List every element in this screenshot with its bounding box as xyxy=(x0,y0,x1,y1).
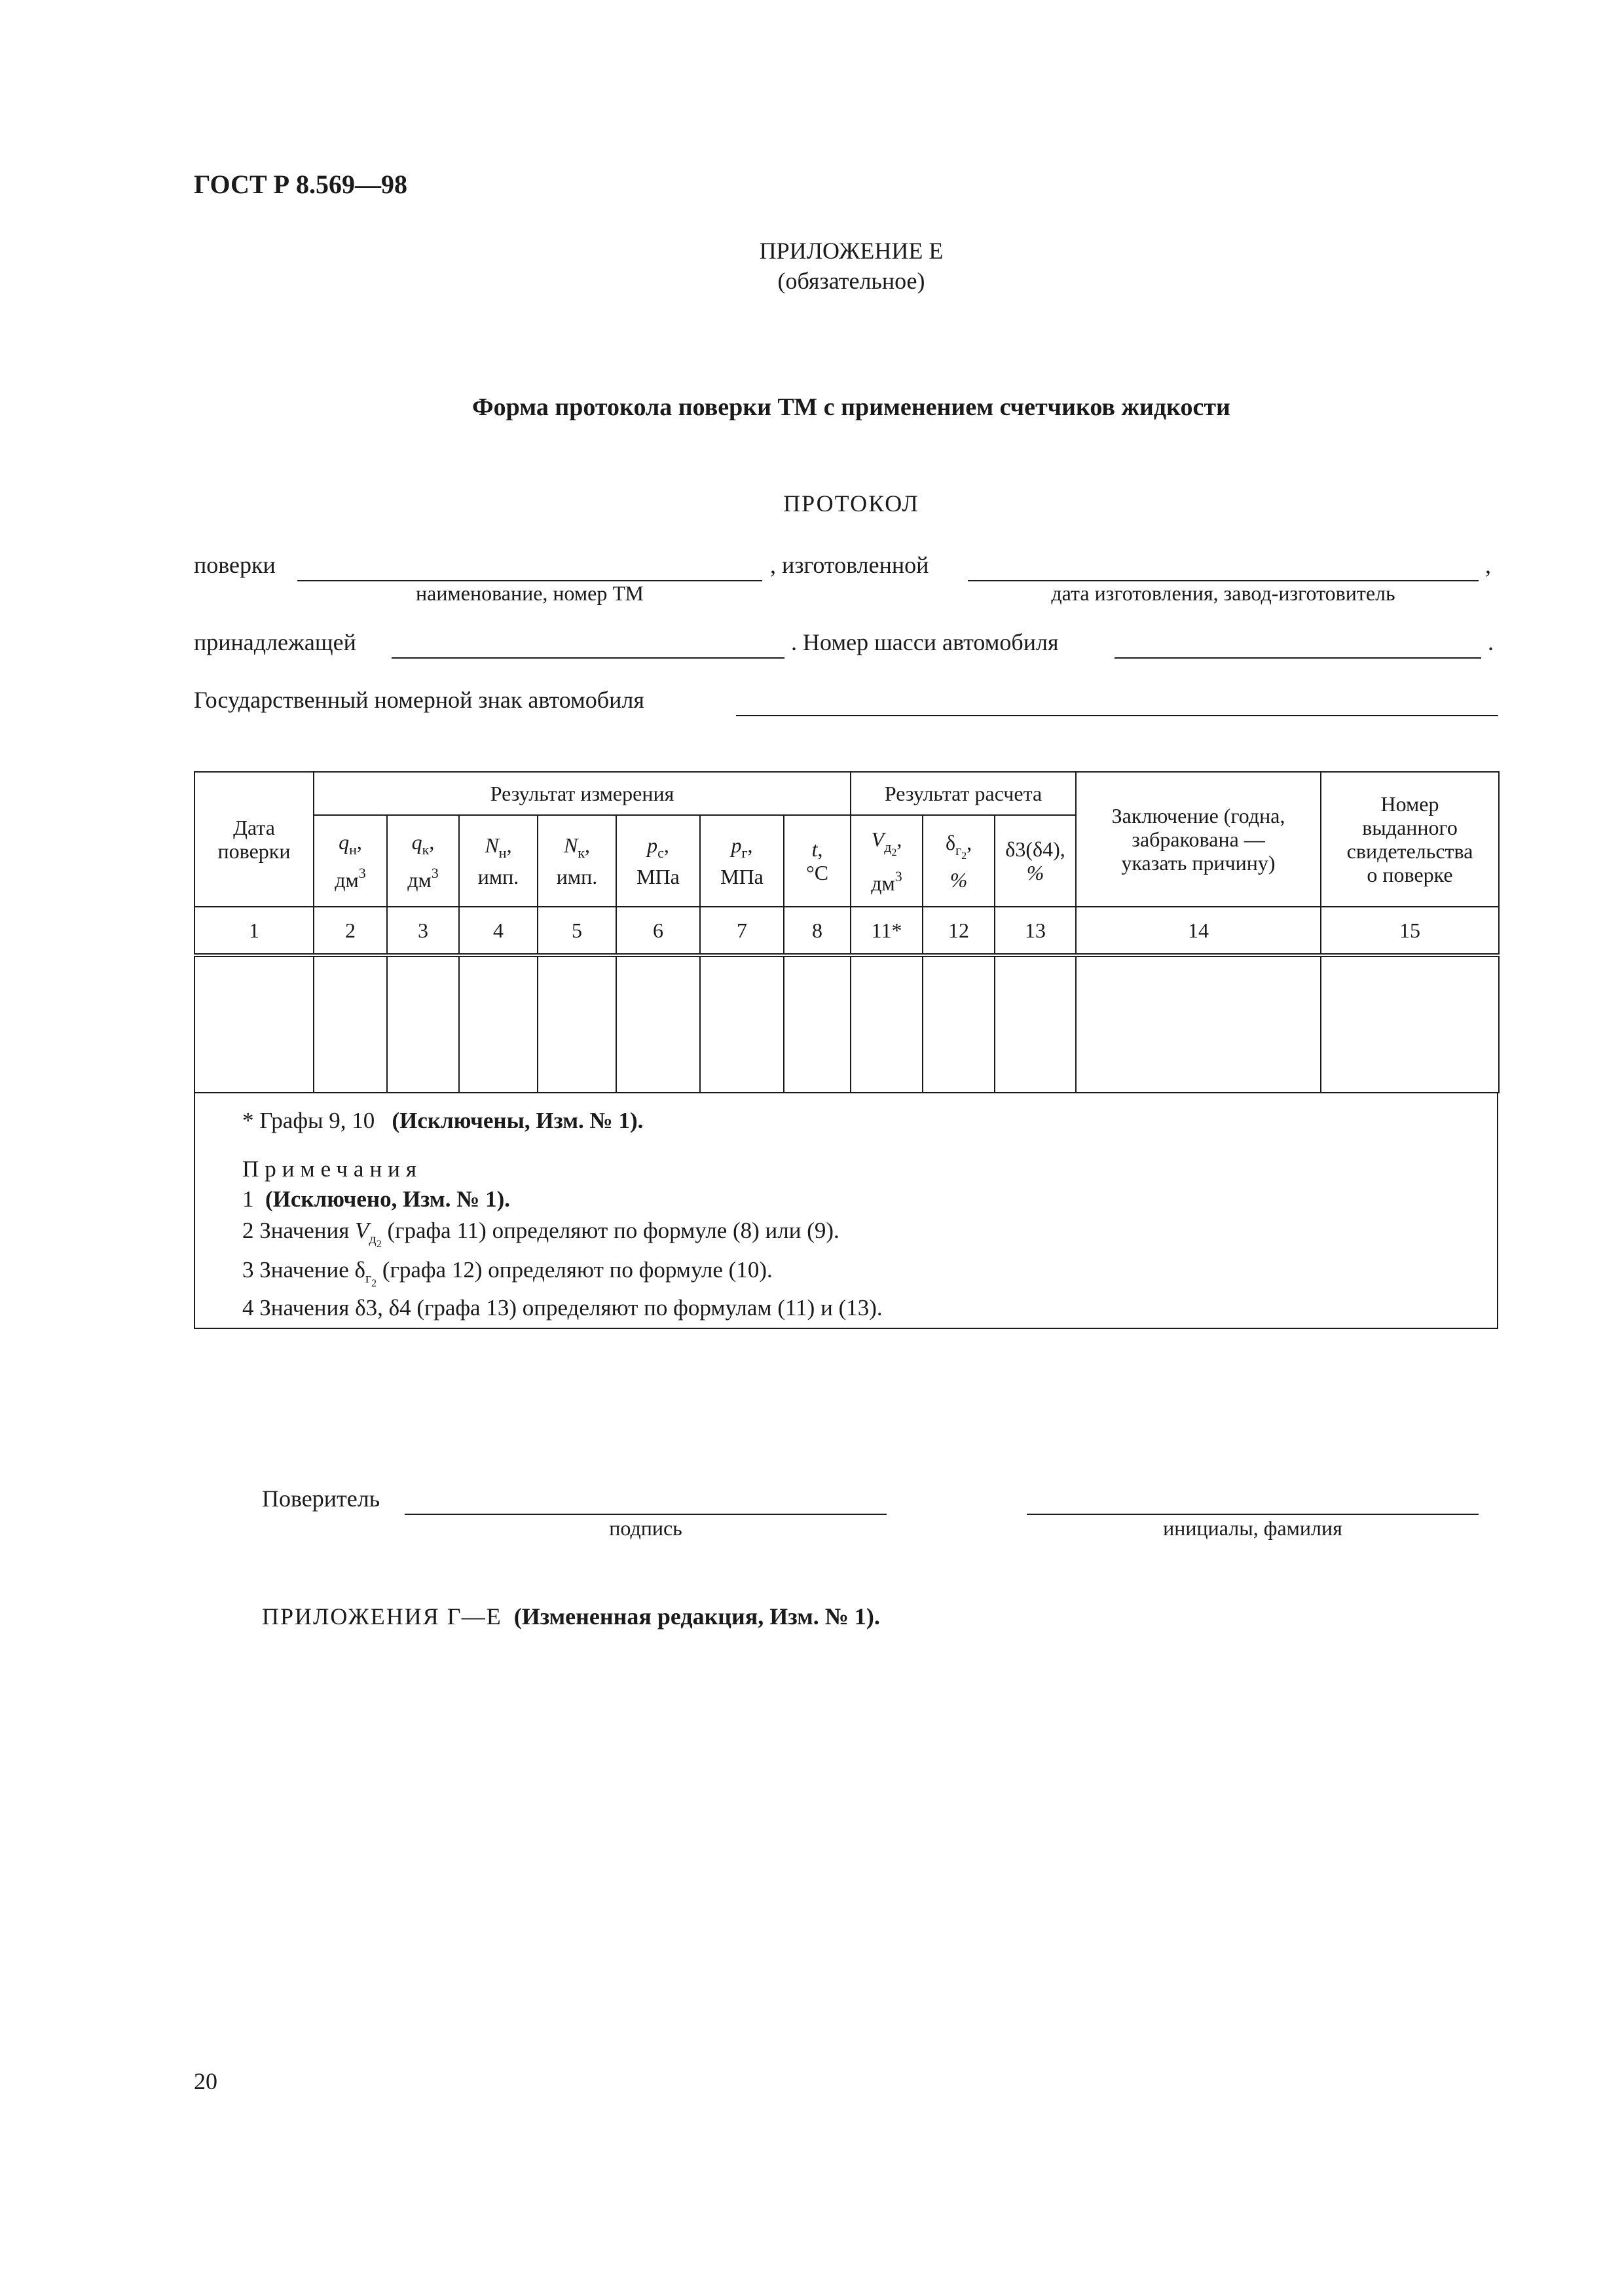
col-date-header xyxy=(194,772,314,907)
group-measure-header: Результат измерения xyxy=(314,772,851,815)
pc-unit: МПа xyxy=(636,865,680,888)
plate-field[interactable] xyxy=(736,715,1498,716)
appendix-status: (обязательное) xyxy=(777,268,925,294)
table-cell[interactable] xyxy=(538,955,616,1093)
vd2-unit-sup: 3 xyxy=(894,867,902,884)
note-1 xyxy=(242,1186,510,1212)
note-1-number: 1 xyxy=(242,1186,254,1212)
qn-sub: н xyxy=(349,841,357,858)
table-cell[interactable] xyxy=(459,955,538,1093)
note-3-text: (графа 12) определяют по формуле (10). xyxy=(377,1257,773,1283)
col-qk-header xyxy=(387,815,459,907)
pg-sep: , xyxy=(747,833,753,857)
verification-caption: наименование, номер ТМ xyxy=(416,581,644,605)
qk-sep: , xyxy=(429,830,435,854)
document-code: ГОСТ Р 8.569—98 xyxy=(194,170,408,199)
table-cell[interactable] xyxy=(314,955,387,1093)
col-certificate-line1: Номер xyxy=(1380,792,1439,816)
col-number: 11* xyxy=(851,907,923,955)
col-date-header-line2: поверки xyxy=(217,839,291,863)
col-certificate-line3: свидетельства xyxy=(1346,839,1473,863)
pg-sub: г xyxy=(741,845,748,861)
note-2 xyxy=(242,1218,839,1250)
d3d4-unit: % xyxy=(1026,861,1044,884)
vd2-tail: , xyxy=(896,827,902,851)
t-sep: , xyxy=(817,837,823,861)
dg2-tail: , xyxy=(967,830,972,854)
nn-symbol: N xyxy=(485,833,499,857)
table-cell[interactable] xyxy=(387,955,459,1093)
name-field[interactable] xyxy=(1027,1514,1479,1515)
d3d4-symbol: δ3(δ4), xyxy=(1005,837,1065,861)
footnote xyxy=(242,1108,643,1134)
col-dg2-header xyxy=(923,815,995,907)
qk-unit: дм xyxy=(407,868,432,892)
col-pc-header xyxy=(616,815,700,907)
plate-label: Государственный номерной знак автомобиля xyxy=(194,687,644,713)
owner-label: принадлежащей xyxy=(194,629,356,655)
col-qn-header xyxy=(314,815,387,907)
footnote-bold: (Исключены, Изм. № 1). xyxy=(392,1108,644,1133)
footnote-prefix: * Графы 9, 10 xyxy=(242,1108,375,1133)
qk-symbol: q xyxy=(411,830,422,854)
col-conclusion-line2: забракована — xyxy=(1132,828,1265,851)
dg2-unit: % xyxy=(949,867,968,892)
t-unit: °С xyxy=(805,861,829,884)
table-cell[interactable] xyxy=(995,955,1076,1093)
table-cell[interactable] xyxy=(923,955,995,1093)
name-caption: инициалы, фамилия xyxy=(1163,1516,1342,1540)
qk-sub: к xyxy=(422,841,430,858)
nn-sub: н xyxy=(498,845,507,861)
col-number: 7 xyxy=(700,907,784,955)
note-2-sub: д xyxy=(369,1230,377,1247)
table-cell[interactable] xyxy=(784,955,851,1093)
pc-symbol: p xyxy=(647,833,658,857)
table-row xyxy=(194,955,1499,1093)
owner-field[interactable] xyxy=(392,657,784,659)
appendices-note xyxy=(262,1603,880,1630)
table-cell[interactable] xyxy=(616,955,700,1093)
col-date-header-line1: Дата xyxy=(233,816,275,839)
qn-unit-sup: 3 xyxy=(358,865,366,881)
pc-sep: , xyxy=(663,833,669,857)
form-title: Форма протокола поверки ТМ с применением счетчиков жидкости xyxy=(472,393,1230,421)
note-3-sub2: 2 xyxy=(371,1278,377,1289)
nk-sep: , xyxy=(585,833,591,857)
pc-sub: с xyxy=(657,845,664,861)
protocol-title: ПРОТОКОЛ xyxy=(783,490,919,517)
col-t-header xyxy=(784,815,851,907)
manufactured-label: , изготовленной xyxy=(770,552,929,578)
table-cell[interactable] xyxy=(1321,955,1499,1093)
note-3 xyxy=(242,1257,773,1290)
line1-comma: , xyxy=(1485,552,1491,578)
qn-unit: дм xyxy=(335,868,359,892)
manufactured-caption: дата изготовления, завод-изготовитель xyxy=(1051,581,1395,605)
table-notes xyxy=(194,1093,1498,1329)
nk-unit: имп. xyxy=(556,865,598,888)
table-cell[interactable] xyxy=(851,955,923,1093)
col-certificate-header xyxy=(1321,772,1499,907)
table-cell[interactable] xyxy=(1076,955,1321,1093)
col-certificate-line2: выданного xyxy=(1362,816,1458,839)
group-calc-header: Результат расчета xyxy=(851,772,1076,815)
col-number: 2 xyxy=(314,907,387,955)
qn-sep: , xyxy=(356,830,362,854)
col-conclusion-header xyxy=(1076,772,1321,907)
note-1-bold: (Исключено, Изм. № 1). xyxy=(265,1186,511,1212)
page-number: 20 xyxy=(194,2068,217,2094)
dg2-symbol: δ xyxy=(945,830,956,854)
appendix-label: ПРИЛОЖЕНИЕ Е xyxy=(759,238,944,264)
chassis-field[interactable] xyxy=(1115,657,1481,659)
col-nk-header xyxy=(538,815,616,907)
col-number: 6 xyxy=(616,907,700,955)
nn-unit: имп. xyxy=(477,865,519,888)
note-4: 4 Значения δ3, δ4 (графа 13) определяют по формулам (11) и (13). xyxy=(242,1295,883,1321)
col-number: 1 xyxy=(194,907,314,955)
col-certificate-line4: о поверке xyxy=(1367,863,1453,886)
signature-caption: подпись xyxy=(609,1516,682,1540)
col-nn-header xyxy=(459,815,538,907)
note-2-symbol: V xyxy=(355,1218,369,1243)
table-cell[interactable] xyxy=(194,955,314,1093)
t-symbol: t xyxy=(811,837,818,861)
col-vd2-header xyxy=(851,815,923,907)
signature-field[interactable] xyxy=(405,1514,887,1515)
pg-unit: МПа xyxy=(720,865,764,888)
vd2-symbol: V xyxy=(871,827,885,851)
nk-symbol: N xyxy=(563,833,578,857)
line2-period: . xyxy=(1488,629,1494,655)
dg2-sub: г xyxy=(955,841,962,858)
col-number: 4 xyxy=(459,907,538,955)
note-2-prefix: 2 Значения xyxy=(242,1218,350,1243)
chassis-label: . Номер шасси автомобиля xyxy=(791,629,1059,655)
col-conclusion-line3: указать причину) xyxy=(1121,851,1276,875)
col-number: 12 xyxy=(923,907,995,955)
verification-label: поверки xyxy=(194,552,276,578)
col-number: 5 xyxy=(538,907,616,955)
appendices-note-plain: ПРИЛОЖЕНИЯ Г—Е xyxy=(262,1603,502,1630)
col-number: 8 xyxy=(784,907,851,955)
col-number: 3 xyxy=(387,907,459,955)
col-d3d4-header xyxy=(995,815,1076,907)
dg2-sub2: 2 xyxy=(961,850,967,862)
protocol-table xyxy=(194,771,1500,1093)
notes-heading: Примечания xyxy=(242,1156,423,1182)
vd2-sub2: 2 xyxy=(891,847,897,858)
note-2-sub2: 2 xyxy=(376,1239,382,1250)
qn-symbol: q xyxy=(339,830,350,854)
note-2-text: (графа 11) определяют по формуле (8) или (9). xyxy=(381,1218,839,1243)
col-number: 15 xyxy=(1321,907,1499,955)
table-cell[interactable] xyxy=(700,955,784,1093)
note-3-sub: г xyxy=(365,1269,372,1286)
col-conclusion-line1: Заключение (годна, xyxy=(1111,804,1285,828)
pg-symbol: p xyxy=(731,833,742,857)
nn-sep: , xyxy=(506,833,512,857)
note-3-prefix: 3 Значение δ xyxy=(242,1257,366,1283)
appendices-note-bold: (Измененная редакция, Изм. № 1). xyxy=(513,1603,880,1630)
col-pg-header xyxy=(700,815,784,907)
verifier-label: Поверитель xyxy=(262,1485,380,1512)
qk-unit-sup: 3 xyxy=(431,865,439,881)
col-number: 14 xyxy=(1076,907,1321,955)
nk-sub: к xyxy=(578,845,585,861)
vd2-unit: дм xyxy=(871,871,895,895)
col-number: 13 xyxy=(995,907,1076,955)
vd2-sub: д xyxy=(884,838,892,855)
